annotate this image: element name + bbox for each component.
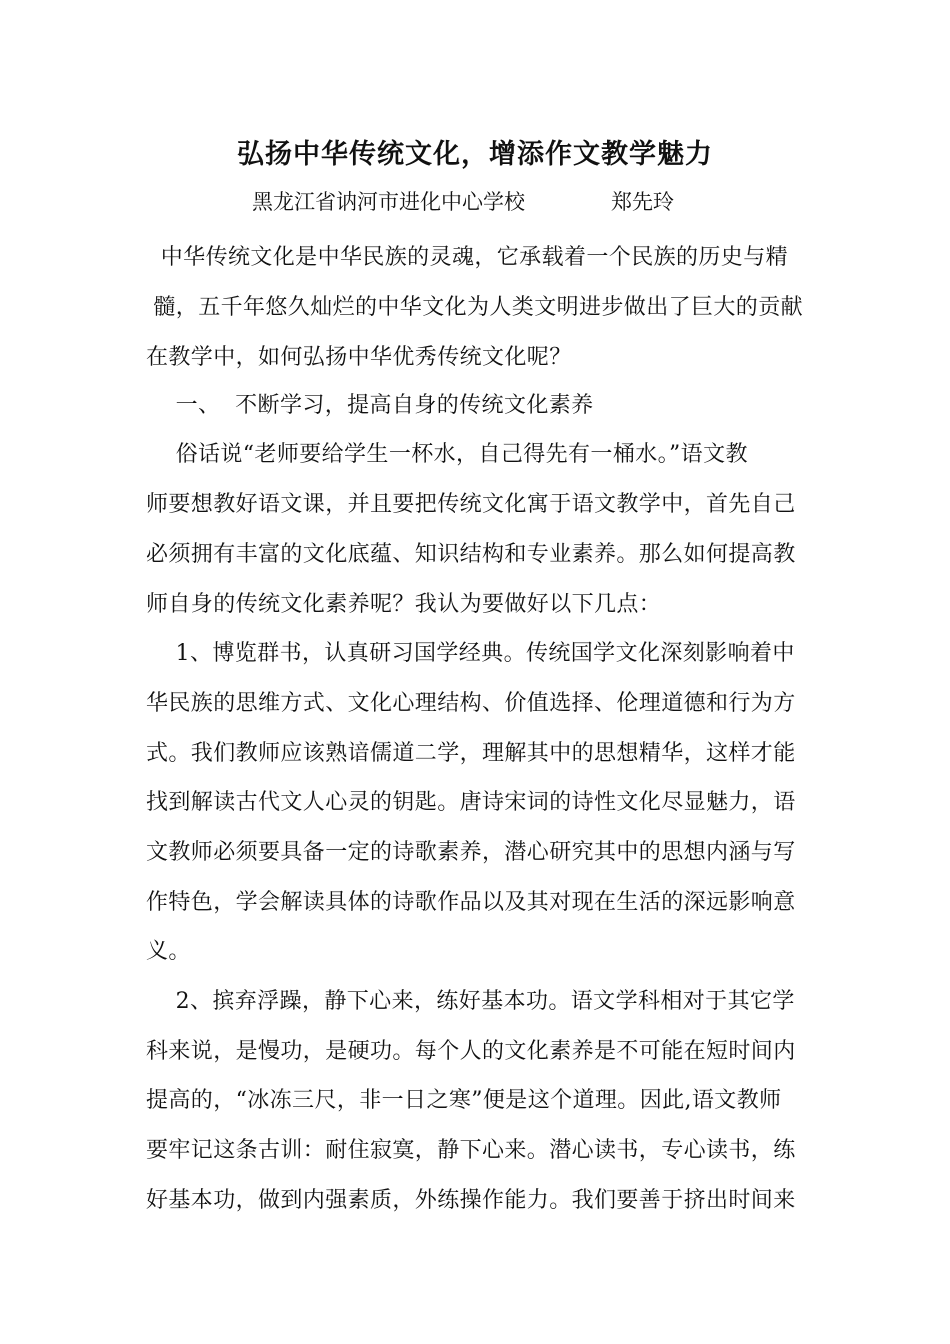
text-line: 要牢记这条古训：耐住寂寞，静下心来。潜心读书，专心读书，练 (146, 1138, 796, 1163)
text-line: 文教师必须要具备一定的诗歌素养，潜心研究其中的思想内涵与写 (146, 840, 796, 865)
text-line: 俗话说“老师要给学生一杯水，自己得先有一桶水。”语文教 (146, 442, 748, 467)
byline (252, 186, 674, 216)
text-line: 1、博览群书，认真研习国学经典。传统国学文化深刻影响着中 (146, 641, 795, 666)
text-line: 髓，五千年悠久灿烂的中华文化为人类文明进步做出了巨大的贡献 (146, 295, 803, 320)
text-line: 师要想教好语文课，并且要把传统文化寓于语文教学中，首先自己 (146, 492, 796, 517)
text-line: 2、摈弃浮躁，静下心来，练好基本功。语文学科相对于其它学 (146, 989, 795, 1014)
text-line: 好基本功，做到内强素质，外练操作能力。我们要善于挤出时间来 (146, 1188, 796, 1213)
text-line: 必须拥有丰富的文化底蕴、知识结构和专业素养。那么如何提高教 (146, 542, 796, 567)
school-name: 黑龙江省讷河市进化中心学校 (252, 190, 525, 214)
text-line: 师自身的传统文化素养呢？我认为要做好以下几点： (146, 592, 662, 617)
text-line: 义。 (146, 939, 191, 964)
text-line: 提高的，“冰冻三尺，非一日之寒”便是这个道理。因此,语文教师 (146, 1088, 782, 1113)
text-line: 在教学中，如何弘扬中华优秀传统文化呢？ (146, 345, 572, 370)
text-line: 科来说，是慢功，是硬功。每个人的文化素养是不可能在短时间内 (146, 1039, 796, 1064)
author-name: 郑先玲 (611, 190, 674, 214)
text-line: 找到解读古代文人心灵的钥匙。唐诗宋词的诗性文化尽显魅力，语 (146, 790, 796, 815)
text-line: 中华传统文化是中华民族的灵魂，它承载着一个民族的历史与精 (146, 245, 788, 270)
document-title: 弘扬中华传统文化，增添作文教学魅力 (237, 139, 713, 170)
text-line: 华民族的思维方式、文化心理结构、价值选择、伦理道德和行为方 (146, 691, 796, 716)
text-line: 作特色，学会解读具体的诗歌作品以及其对现在生活的深远影响意 (146, 890, 796, 915)
text-line: 式。我们教师应该熟谙儒道二学，理解其中的思想精华，这样才能 (146, 741, 796, 766)
section-heading: 一、 不断学习，提高自身的传统文化素养 (146, 393, 594, 418)
